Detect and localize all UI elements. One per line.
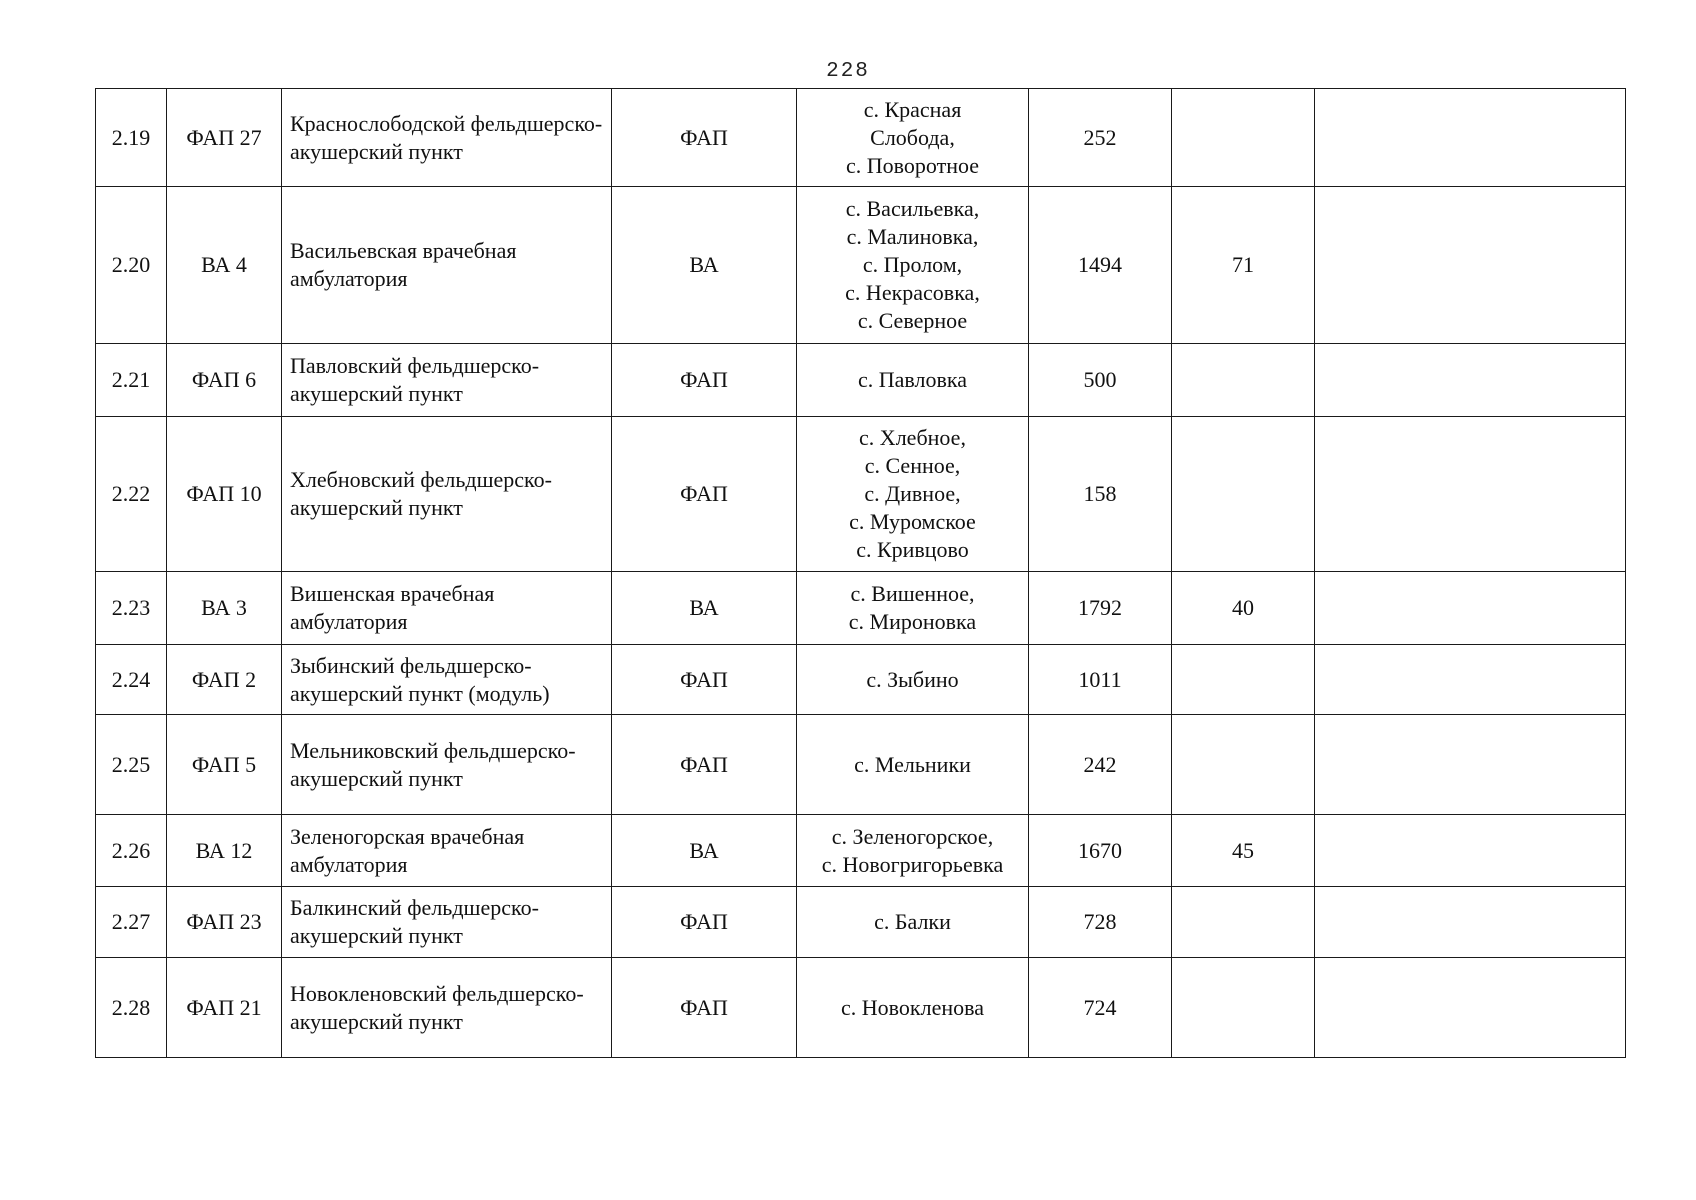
row-number: 2.24 [96,645,167,715]
row-number: 2.20 [96,187,167,344]
row-number: 2.19 [96,89,167,187]
note-cell [1315,887,1626,958]
row-number: 2.27 [96,887,167,958]
table-row [96,417,1626,572]
extra-value [1172,645,1315,715]
served-locations [797,645,1029,715]
location-item: с. Северное [857,308,968,333]
served-locations [797,417,1029,572]
facility-type: ФАП [612,89,797,187]
facility-name: Новокленовский фельдшерско- акушерский пункт [282,958,612,1058]
population-count: 1494 [1029,187,1172,344]
facility-type: ФАП [612,715,797,815]
location-item: Слобода, [870,124,955,150]
facility-name: Краснослободской фельдшерско- акушерский пункт [282,89,612,187]
row-number: 2.26 [96,815,167,887]
facility-type: ФАП [612,344,797,417]
table-row [96,645,1626,715]
served-locations [797,187,1029,344]
table-row [96,187,1626,344]
facility-name: Балкинский фельдшерско-акушерский пункт [282,887,612,958]
row-number: 2.22 [96,417,167,572]
table-body [96,89,1626,1058]
population-count: 1792 [1029,572,1172,645]
note-cell [1315,645,1626,715]
location-item: с. Малиновка, [846,224,979,249]
facility-name: Зыбинский фельдшерско-акушерский пункт (модуль) [282,645,612,715]
note-cell [1315,572,1626,645]
facility-name: Мельниковский фельдшерско- акушерский пункт [282,715,612,815]
note-cell [1315,815,1626,887]
location-item: с. Сенное, [864,453,961,478]
extra-value [1172,89,1315,187]
facility-type: ВА [612,572,797,645]
facility-name: Хлебновский фельдшерско-акушерский пункт [282,417,612,572]
row-number: 2.25 [96,715,167,815]
row-number: 2.28 [96,958,167,1058]
served-locations [797,572,1029,645]
table-row [96,887,1626,958]
table-row [96,715,1626,815]
location-item: с. Новокленова [841,994,984,1020]
served-locations [797,887,1029,958]
facility-name: Павловский фельдшерско-акушерский пункт [282,344,612,417]
facility-type: ФАП [612,887,797,958]
facility-code: ФАП 5 [167,715,282,815]
population-count: 728 [1029,887,1172,958]
facility-type: ФАП [612,417,797,572]
location-item: с. Пролом, [862,252,963,277]
note-cell [1315,958,1626,1058]
extra-value [1172,887,1315,958]
facility-code: ФАП 10 [167,417,282,572]
population-count: 1670 [1029,815,1172,887]
served-locations [797,715,1029,815]
location-item: с. Балки [874,909,951,934]
extra-value: 40 [1172,572,1315,645]
note-cell [1315,344,1626,417]
population-count: 500 [1029,344,1172,417]
extra-value [1172,417,1315,572]
facility-name: Васильевская врачебная амбулатория [282,187,612,344]
note-cell [1315,715,1626,815]
location-item: с. Некрасовка, [845,280,980,305]
note-cell [1315,89,1626,187]
facility-type: ФАП [612,958,797,1058]
population-count: 158 [1029,417,1172,572]
served-locations [797,958,1029,1058]
location-item: с. Новогригорьевка [821,851,1004,877]
facility-type: ФАП [612,645,797,715]
served-locations [797,89,1029,187]
location-item: с. Мироновка [848,609,977,634]
facility-code: ФАП 27 [167,89,282,187]
population-count: 1011 [1029,645,1172,715]
note-cell [1315,417,1626,572]
facility-code: ФАП 2 [167,645,282,715]
facility-name: Зеленогорская врачебная амбулатория [282,815,612,887]
table-row [96,958,1626,1058]
served-locations [797,344,1029,417]
location-item: с. Мельники [854,751,971,777]
location-item: с. Кривцово [856,537,969,562]
location-item: с. Зыбино [866,666,959,692]
row-number: 2.21 [96,344,167,417]
facility-type: ВА [612,815,797,887]
location-item: с. Красная [863,96,962,122]
table-row [96,344,1626,417]
location-item: с. Зеленогорское, [831,823,994,849]
page-number: 228 [826,60,870,83]
row-number: 2.23 [96,572,167,645]
facility-code: ВА 4 [167,187,282,344]
location-item: с. Вишенное, [850,581,975,606]
location-item: с. Поворотное [845,152,980,178]
location-item: с. Васильевка, [845,196,980,221]
extra-value [1172,715,1315,815]
extra-value [1172,958,1315,1058]
note-cell [1315,187,1626,344]
facility-code: ВА 3 [167,572,282,645]
location-item: с. Хлебное, [859,425,966,450]
population-count: 242 [1029,715,1172,815]
table-row [96,815,1626,887]
served-locations [797,815,1029,887]
population-count: 252 [1029,89,1172,187]
extra-value [1172,344,1315,417]
facility-code: ФАП 21 [167,958,282,1058]
table-row [96,89,1626,187]
location-item: с. Муромское [849,509,976,534]
location-item: с. Дивное, [864,481,961,506]
facilities-table [95,88,1626,1058]
population-count: 724 [1029,958,1172,1058]
facility-name: Вишенская врачебная амбулатория [282,572,612,645]
facility-code: ВА 12 [167,815,282,887]
extra-value: 71 [1172,187,1315,344]
facility-code: ФАП 6 [167,344,282,417]
table-row [96,572,1626,645]
location-item: с. Павловка [857,367,967,392]
facility-code: ФАП 23 [167,887,282,958]
facility-type: ВА [612,187,797,344]
extra-value: 45 [1172,815,1315,887]
